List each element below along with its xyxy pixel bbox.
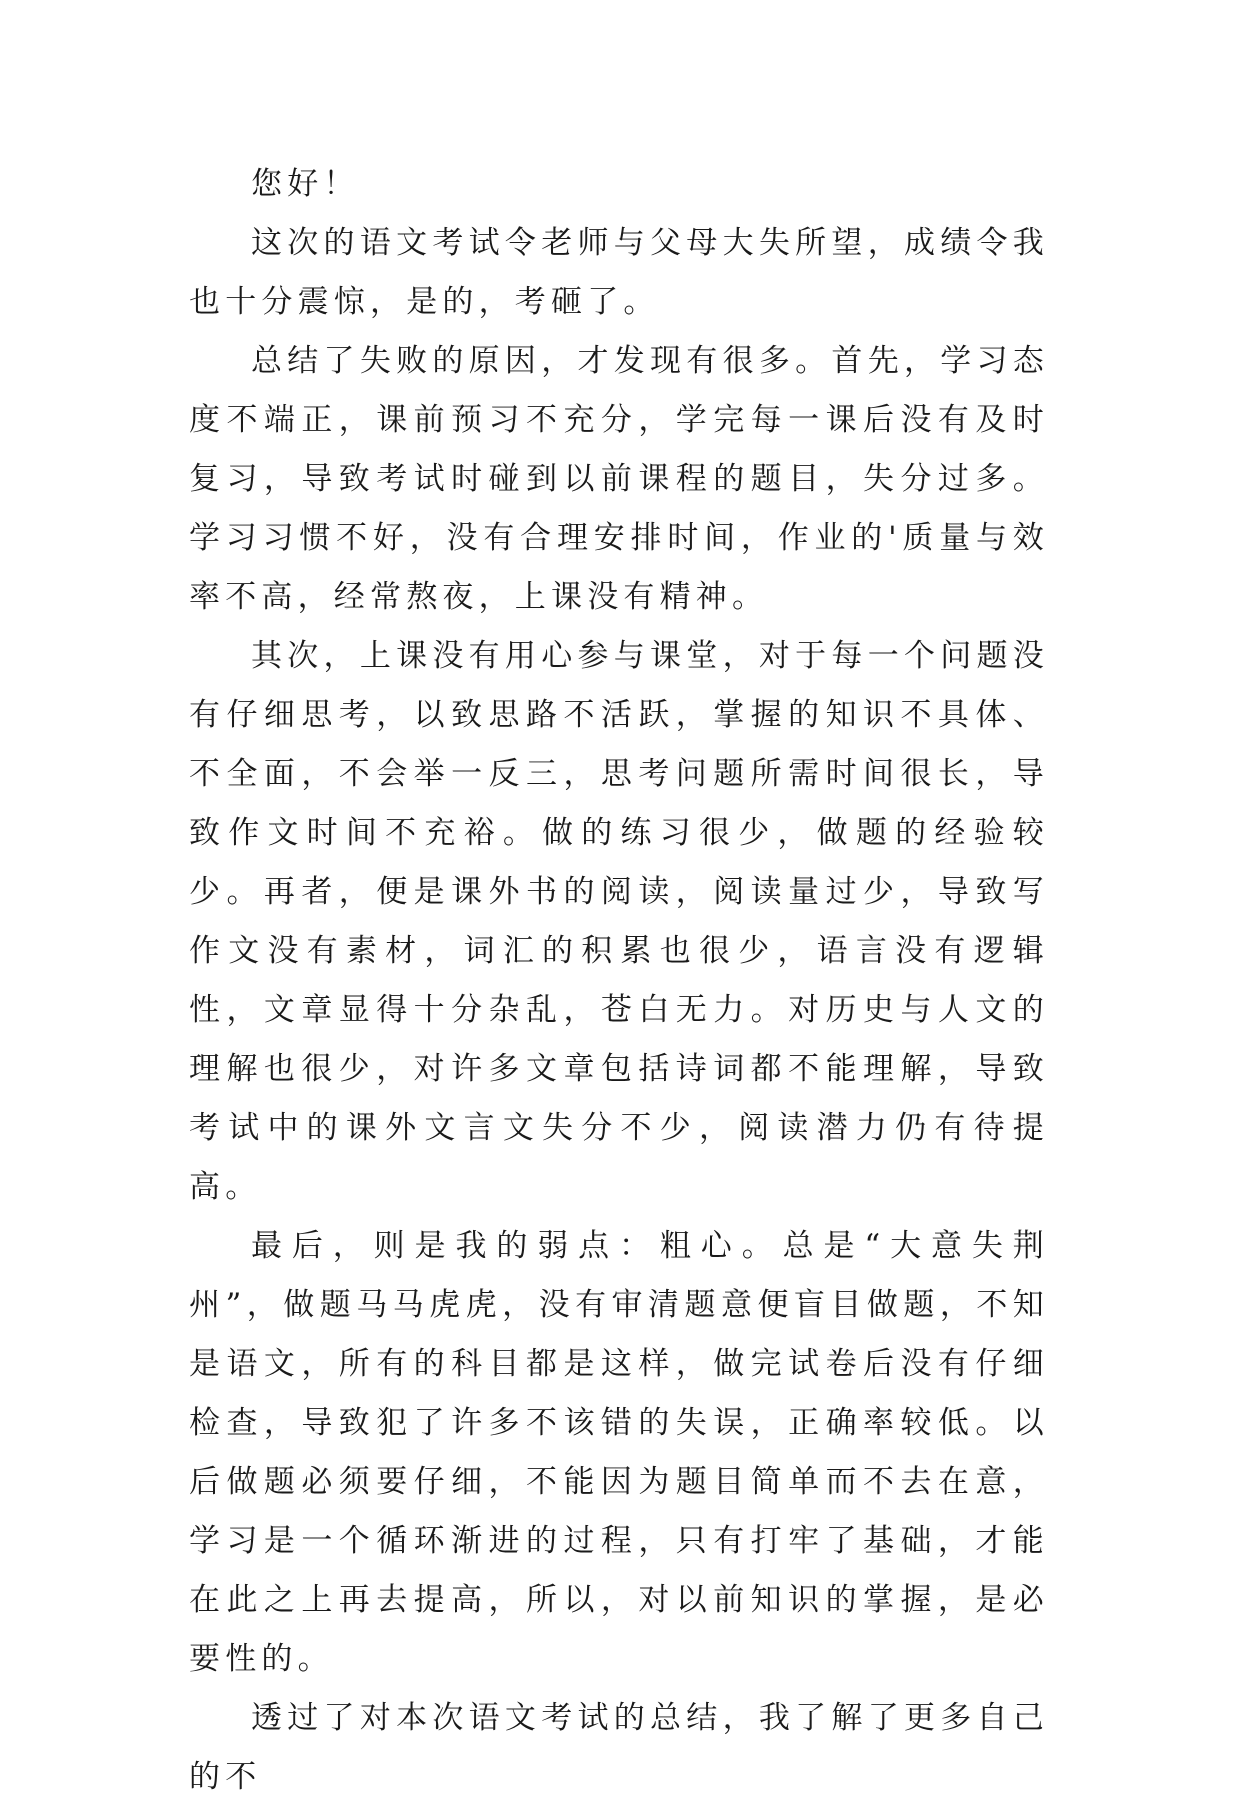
paragraph-last-reason: 最后，则是我的弱点：粗心。总是“大意失荆州”，做题马马虎虎，没有审清题意便盲目做题，不知是语文，所有的科目都是这样，做完试卷后没有仔细检查，导致犯了许多不该错的失误，正确率较低。以后做题必须要仔细，不能因为题目简单而不去在意，学习是一个循环渐进的过程，只有打牢了基础，才能在此之上再去提高，所以，对以前知识的掌握，是必要性的。: [189, 1228, 1049, 1677]
paragraph-second-reason: 其次，上课没有用心参与课堂，对于每一个问题没有仔细思考，以致思路不活跃，掌握的知识不具体、不全面，不会举一反三，思考问题所需时间很长，导致作文时间不充裕。做的练习很少，做题的经验较少。再者，便是课外书的阅读，阅读量过少，导致写作文没有素材，词汇的积累也很少，语言没有逻辑性，文章显得十分杂乱，苍白无力。对历史与人文的理解也很少，对许多文章包括诗词都不能理解，导致考试中的课外文言文失分不少，阅读潜力仍有待提高。: [189, 638, 1049, 1205]
paragraph-exam-result: 这次的语文考试令老师与父母大失所望，成绩令我也十分震惊，是的，考砸了。: [189, 225, 1049, 320]
document-body: [189, 155, 1049, 1807]
paragraph-first-reason: 总结了失败的原因，才发现有很多。首先，学习态度不端正，课前预习不充分，学完每一课后没有及时复习，导致考试时碰到以前课程的题目，失分过多。学习习惯不好，没有合理安排时间，作业的'质量与效率不高，经常熬夜，上课没有精神。: [189, 343, 1049, 615]
paragraph-greeting: 您好！: [251, 166, 360, 202]
paragraph-summary: 透过了对本次语文考试的总结，我了解了更多自己的不: [189, 1700, 1049, 1795]
